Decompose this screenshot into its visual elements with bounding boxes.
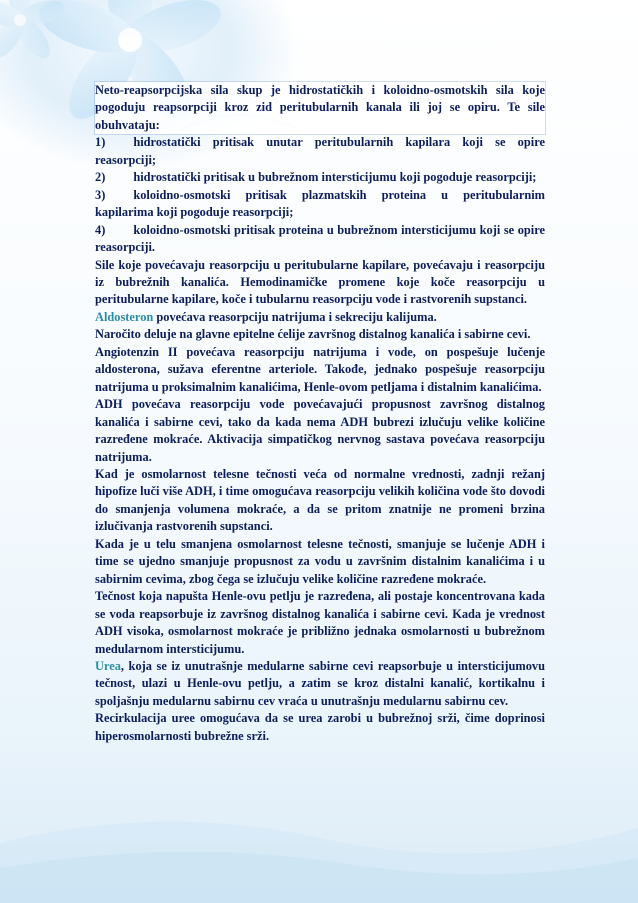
aldosteron-paragraph (95, 309, 545, 326)
aldosteron-text: povećava reasorpciju natrijuma i sekreciju kalijuma. (153, 309, 437, 324)
recirculation-paragraph: Recirkulacija uree omogućava da se urea zarobi u bubrežnoj srži, čime doprinosi hiperosmolarnosti bubrežne srži. (95, 711, 545, 743)
list-text: koloidno-osmotski pritisak proteina u bubrežnom intersticijumu koji se opire reasorpciji. (95, 222, 545, 255)
aldosteron-term: Aldosteron (95, 309, 154, 324)
urea-term: Urea (95, 658, 121, 673)
osmolarity-high-paragraph: Kad je osmolarnost telesne tečnosti veća od normalne vrednosti, zadnji režanj hipofize luči više ADH, i time omogućava reasorpciju velikih količina vode što dovodi do smanjenja volumena mokraće, a da se pritom znatnije ne promeni brzina izlučivanja rastvorenih supstanci. (95, 466, 545, 534)
list-number: 2) (95, 170, 106, 185)
list-number: 4) (95, 222, 106, 237)
list-text: hidrostatički pritisak u bubrežnom intersticijumu koji pogoduje reasorpciji; (133, 170, 537, 185)
list-text: hidrostatički pritisak unutar peritubularnih kapilara koji se opire reasorpciji; (95, 135, 545, 167)
document-body (95, 82, 545, 745)
principal-cells-paragraph: Naročito deluje na glavne epitelne ćelije završnog distalnog kanalića i sabirne cevi. (95, 327, 531, 342)
henle-paragraph: Tečnost koja napušta Henle-ovu petlju je razređena, ali postaje koncentrovana kada se voda reapsorbuje iz završnog distalnog kanalića i sabirne cevi. Kada je vrednost ADH visoka, osmolarnost mokraće je približno jednaka osmolarnosti u bubrežnom medularnom intersticijumu. (95, 589, 545, 656)
list-item (95, 134, 545, 169)
urea-text: , koja se iz unutrašnje medularne sabirne cevi reapsorbuje u intersticijumovu tečnost, ulazi u Henle-ovu petlju, a zatim se kroz distalni kanalić, kortikalnu i spoljašnju medularnu sabirnu cev vraća u unutrašnju medularnu sabirnu cev. (95, 658, 545, 708)
adh-paragraph: ADH povećava reasorpciju vode povećavajući propusnost završnog distalnog kanalića i sabirne cevi, tako da kada nema ADH bubrezi izlučuju velike količine razređene mokraće. Aktivacija simpatičkog nervnog sastava povećava reasorpciju natrijuma. (95, 397, 545, 464)
list-text: koloidno-osmotski pritisak plazmatskih proteina u peritubularnim kapilarima koji pogoduje reasorpciji; (95, 187, 545, 220)
urea-paragraph (95, 658, 545, 710)
angiotensin-paragraph: Angiotenzin II povećava reasorpciju natrijuma i vode, on pospešuje lučenje aldosterona, sužava eferentne arteriole. Takođe, jednako pospešuje reasorpciju natrijuma u proksimalnim kanalićima, Henle-ovom petljama i distalnim kanalićima. (95, 344, 545, 394)
wave-decoration (0, 783, 638, 903)
forces-paragraph: Sile koje povećavaju reasorpciju u peritubularne kapilare, povećavaju i reasorpciju iz bubrežnih kanalića. Hemodinamičke promene koje koče reasorpciju u peritubularne kapilare, koče i tubularnu reasorpciju vode i rastvorenih supstanci. (95, 257, 545, 307)
list-item (95, 169, 545, 186)
list-number: 1) (95, 135, 106, 150)
list-item (95, 222, 545, 257)
intro-paragraph: Neto-reapsorpcijska sila skup je hidrostatičkih i koloidno-osmotskih sila koje pogoduju reapsorpciji kroz zid peritubularnih kanala ili joj se opiru. Te sile obuhvataju: (95, 82, 545, 134)
osmolarity-low-paragraph: Kada je u telu smanjena osmolarnost telesne tečnosti, smanjuje se lučenje ADH i time se ujedno smanjuje propusnost za vodu u završnim distalnim kanalićima i u sabirnim cevima, zbog čega se izlučuju velike količine razređene mokraće. (95, 536, 545, 586)
list-item (95, 187, 545, 222)
list-number: 3) (95, 187, 106, 202)
